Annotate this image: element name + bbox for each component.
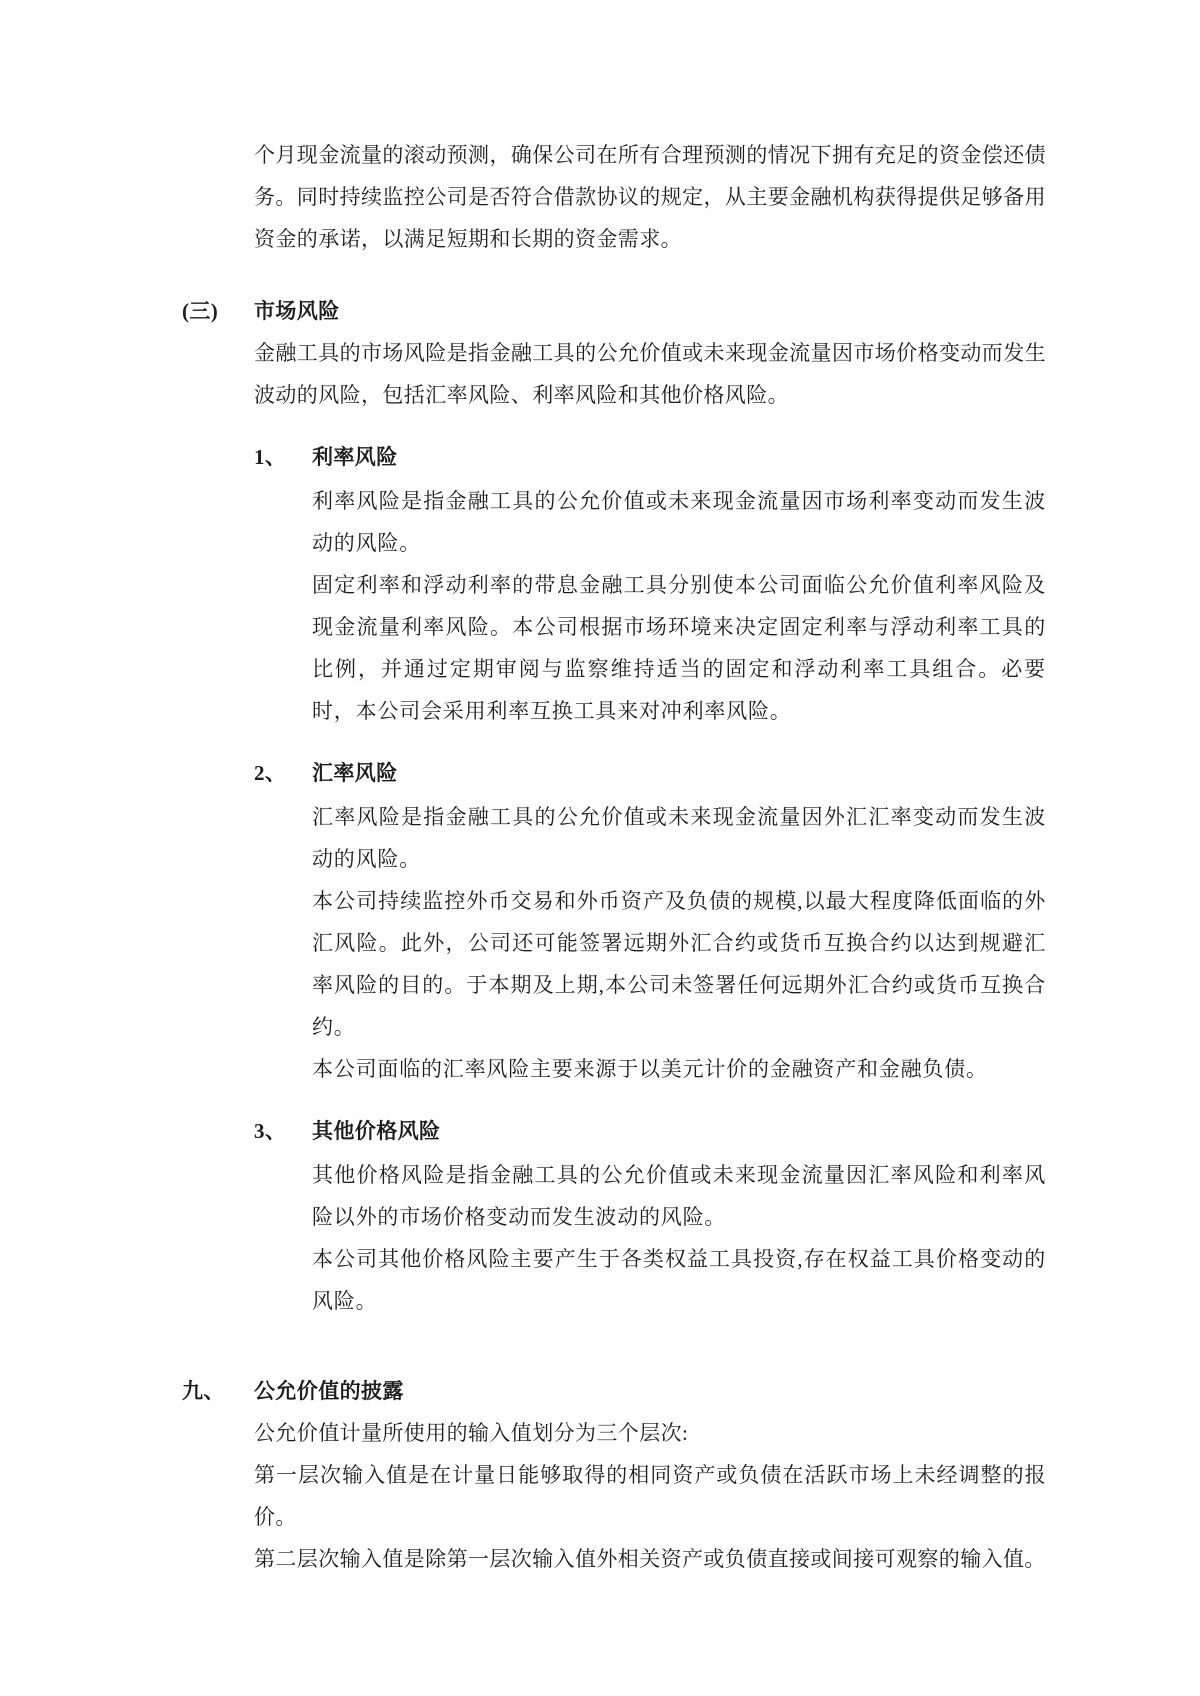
other-price-paragraph-1: 其他价格风险是指金融工具的公允价值或未来现金流量因汇率风险和利率风险以外的市场价格变动而发生波动的风险。 — [312, 1163, 1046, 1229]
interest-rate-paragraph-1: 利率风险是指金融工具的公允价值或未来现金流量因市场利率变动而发生波动的风险。 — [312, 489, 1046, 555]
fair-value-paragraph-3: 第二层次输入值是除第一层次输入值外相关资产或负债直接或间接可观察的输入值。 — [254, 1547, 1046, 1571]
risk-item-interest-rate-number: 1、 — [254, 445, 287, 469]
section-fair-value-label: 九、 — [182, 1379, 225, 1403]
risk-item-interest-rate-title: 利率风险 — [312, 445, 398, 469]
exchange-rate-paragraph-2: 本公司持续监控外币交易和外币资产及负债的规模,以最大程度降低面临的外汇风险。此外，公司还可能签署远期外汇合约或货币互换合约以达到规避汇率风险的目的。于本期及上期,本公司未签署任何远期外汇合约或货币互换合约。 — [312, 889, 1046, 1039]
risk-item-exchange-rate — [254, 752, 1200, 1090]
intro-paragraph: 个月现金流量的滚动预测，确保公司在所有合理预测的情况下拥有充足的资金偿还债务。同时持续监控公司是否符合借款协议的规定，从主要金融机构获得提供足够备用资金的承诺，以满足短期和长期的资金需求。 — [254, 143, 1046, 251]
risk-item-interest-rate-body — [312, 480, 1046, 732]
risk-item-exchange-rate-number: 2、 — [254, 761, 287, 785]
risk-item-exchange-rate-title: 汇率风险 — [312, 761, 398, 785]
risk-item-other-price-number: 3、 — [254, 1119, 287, 1143]
risk-item-other-price-title: 其他价格风险 — [312, 1119, 441, 1143]
risk-item-other-price-body — [312, 1154, 1046, 1322]
fair-value-paragraph-1: 公允价值计量所使用的输入值划分为三个层次: — [254, 1421, 689, 1445]
section-fair-value-heading — [182, 1370, 1200, 1412]
exchange-rate-paragraph-1: 汇率风险是指金融工具的公允价值或未来现金流量因外汇汇率变动而发生波动的风险。 — [312, 805, 1046, 871]
interest-rate-paragraph-2: 固定利率和浮动利率的带息金融工具分别使本公司面临公允价值利率风险及现金流量利率风险。本公司根据市场环境来决定固定利率与浮动利率工具的比例，并通过定期审阅与监察维持适当的固定和浮动利率工具组合。必要时，本公司会采用利率互换工具来对冲利率风险。 — [312, 573, 1046, 723]
risk-item-other-price — [254, 1110, 1200, 1322]
section-market-risk-heading — [182, 290, 1200, 332]
section-market-risk-title: 市场风险 — [254, 299, 340, 323]
risk-item-interest-rate-heading — [254, 436, 1200, 478]
risk-item-exchange-rate-body — [312, 796, 1046, 1090]
risk-item-exchange-rate-heading — [254, 752, 1200, 794]
fair-value-paragraph-2: 第一层次输入值是在计量日能够取得的相同资产或负债在活跃市场上未经调整的报价。 — [254, 1463, 1046, 1529]
exchange-rate-paragraph-3: 本公司面临的汇率风险主要来源于以美元计价的金融资产和金融负债。 — [312, 1057, 988, 1081]
section-fair-value-title: 公允价值的披露 — [254, 1379, 404, 1403]
risk-item-interest-rate — [254, 436, 1200, 732]
risk-item-other-price-heading — [254, 1110, 1200, 1152]
other-price-paragraph-2: 本公司其他价格风险主要产生于各类权益工具投资,存在权益工具价格变动的风险。 — [312, 1247, 1046, 1313]
market-risk-intro-paragraph: 金融工具的市场风险是指金融工具的公允价值或未来现金流量因市场价格变动而发生波动的风险，包括汇率风险、利率风险和其他价格风险。 — [254, 341, 1046, 407]
section-market-risk-label: (三) — [182, 299, 219, 323]
